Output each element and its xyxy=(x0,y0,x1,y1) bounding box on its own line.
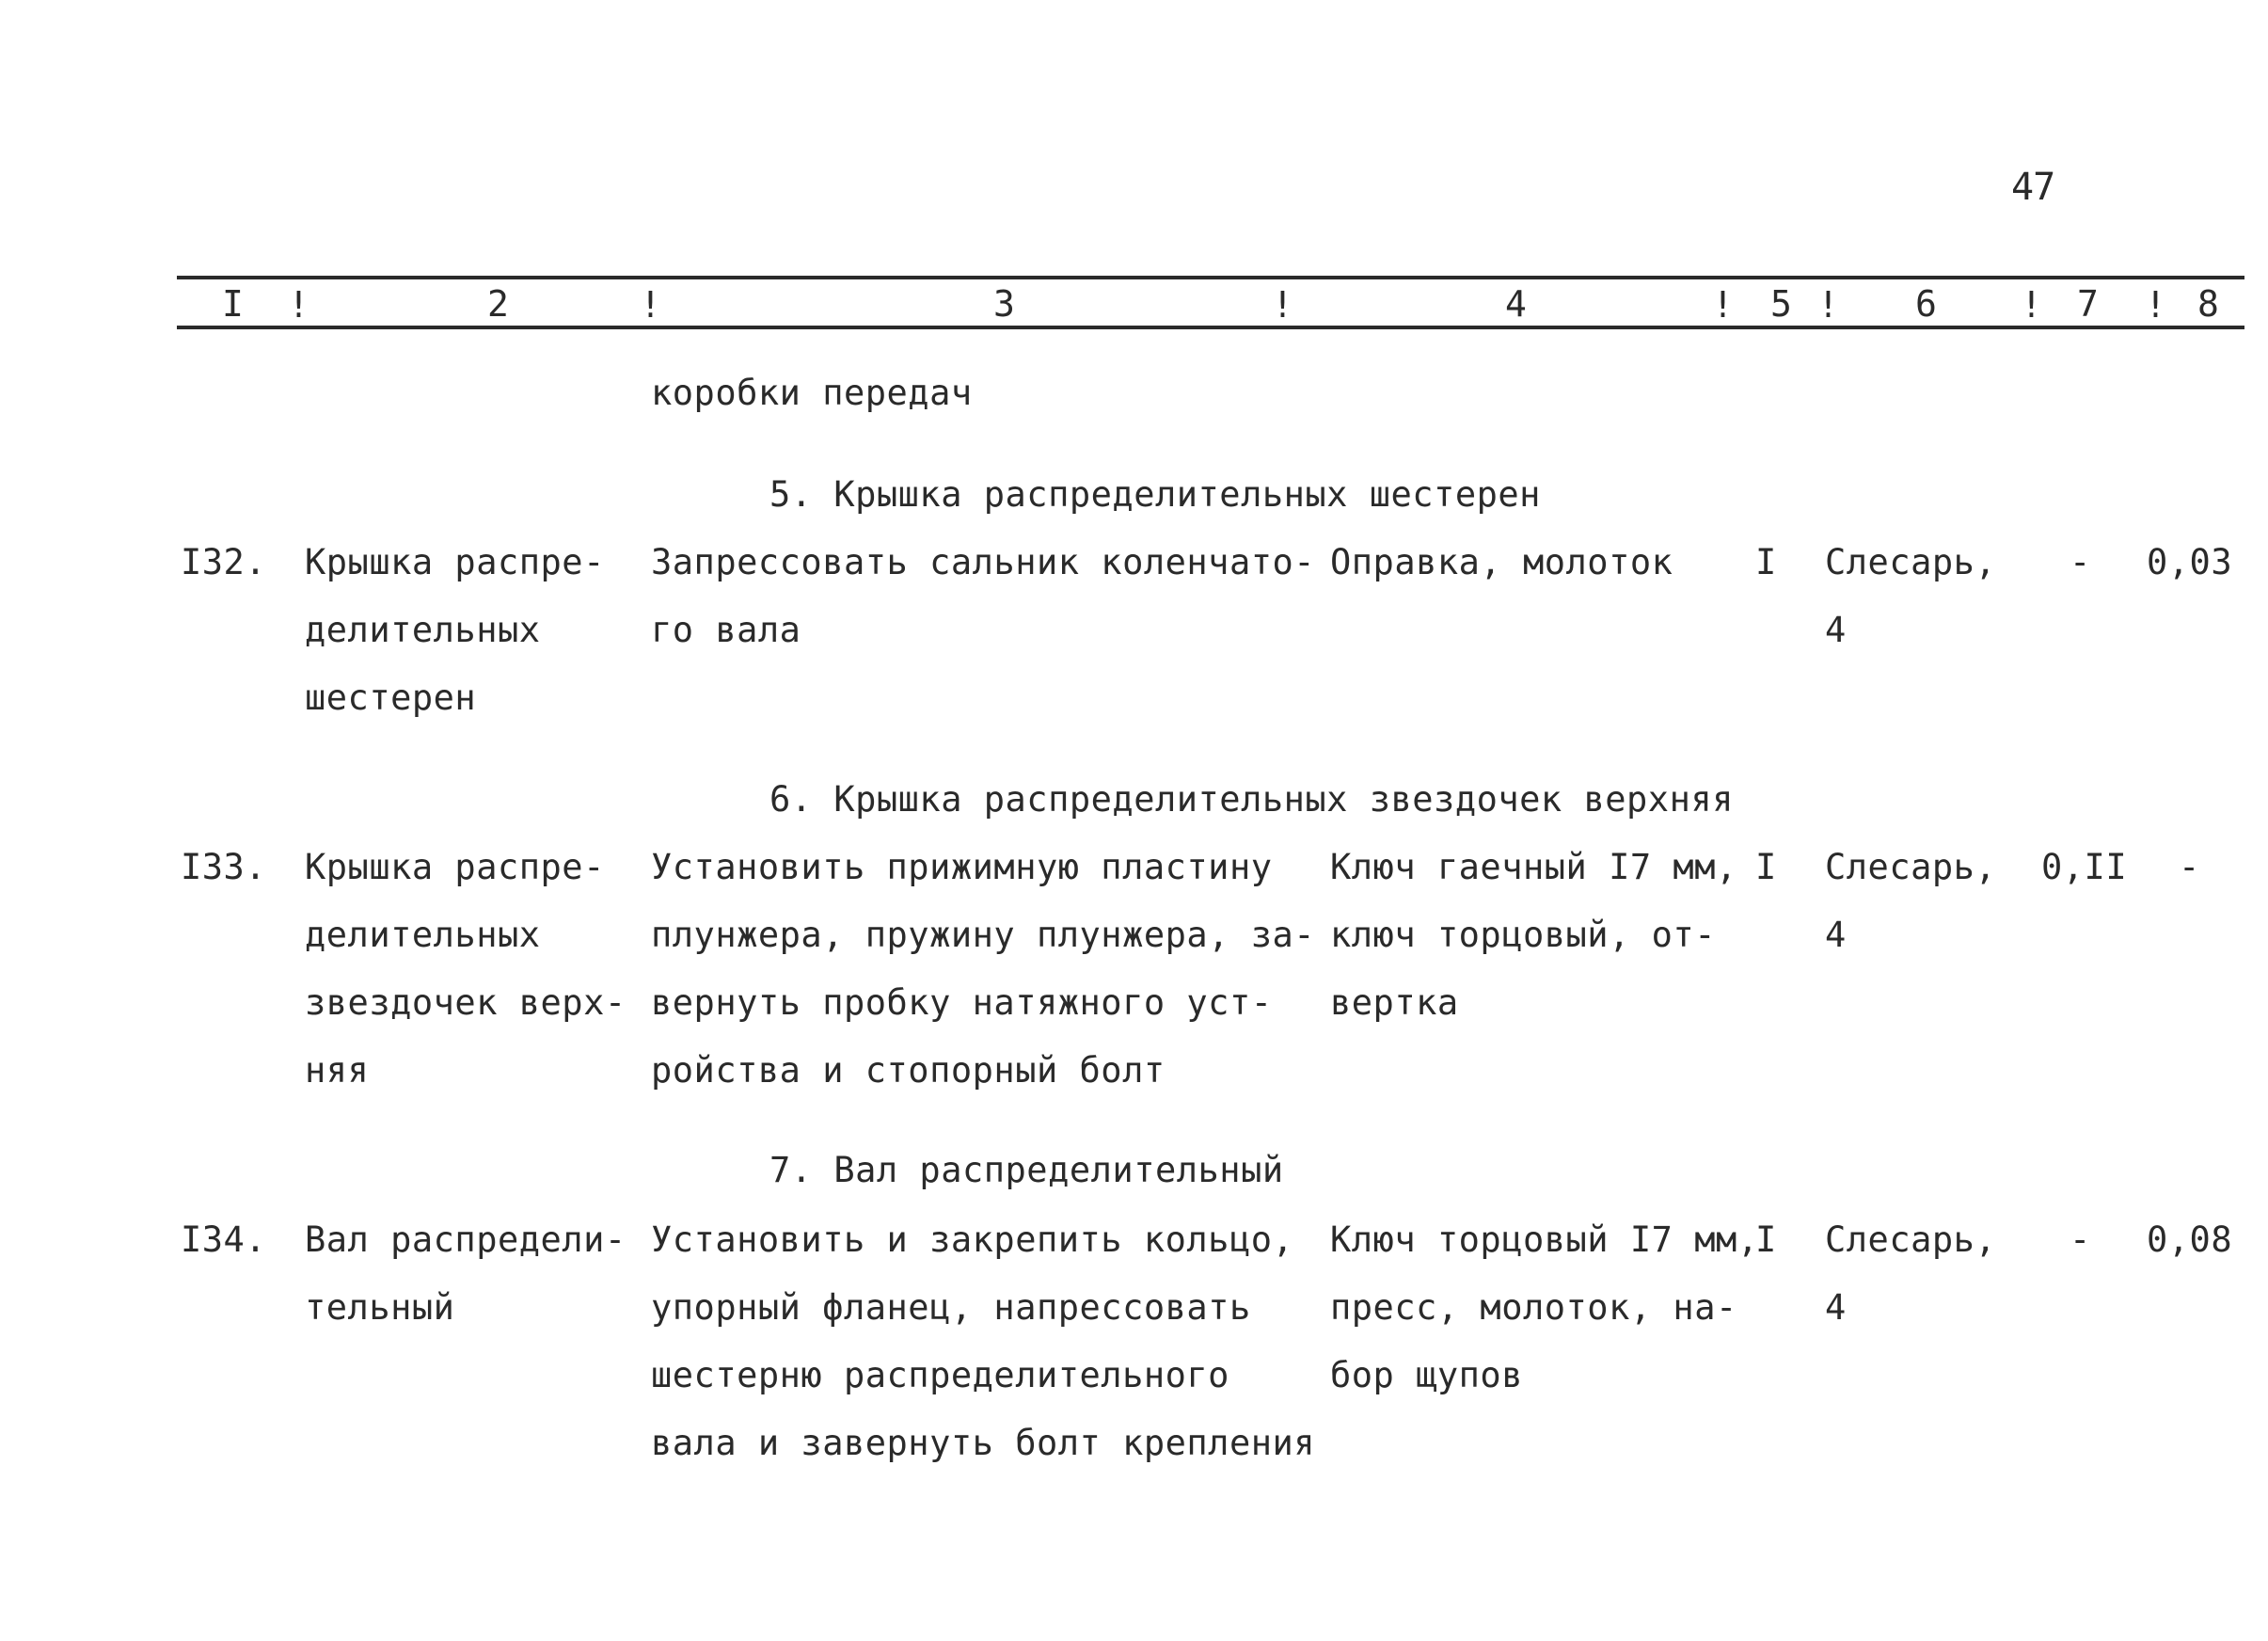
operation-line: Установить прижимную пластину xyxy=(651,847,1273,887)
header-rule-bottom xyxy=(177,326,2244,329)
section-heading: 7. Вал распределительный xyxy=(769,1150,1284,1190)
col7-value: - xyxy=(2070,1219,2091,1260)
worker-line: Слесарь, xyxy=(1825,847,1997,887)
section-heading: 5. Крышка распределительных шестерен xyxy=(769,474,1541,515)
operation-line: Установить и закрепить кольцо, xyxy=(651,1219,1294,1260)
col-header-8: 8 xyxy=(2197,283,2219,325)
col-header-2: 2 xyxy=(487,283,509,325)
part-name-line: шестерен xyxy=(305,677,477,718)
page-number: 47 xyxy=(2011,166,2055,209)
tools-line: бор щупов xyxy=(1330,1355,1523,1395)
worker-line: 4 xyxy=(1825,610,1847,650)
part-name-line: делительных xyxy=(305,915,541,955)
col-separator: ! xyxy=(1272,284,1293,326)
tools-line: Оправка, молоток xyxy=(1330,542,1673,582)
col-separator: ! xyxy=(2021,284,2042,326)
operation-line: ройства и стопорный болт xyxy=(651,1050,1166,1091)
col-header-6: 6 xyxy=(1915,283,1937,325)
col-separator: ! xyxy=(1712,284,1734,326)
operation-line: го вала xyxy=(651,610,801,650)
continuation-text: коробки передач xyxy=(651,373,973,413)
part-name-line: Вал распредели- xyxy=(305,1219,626,1260)
row-number: I33. xyxy=(181,847,267,887)
tools-line: Ключ гаечный I7 мм, xyxy=(1330,847,1737,887)
row-number: I34. xyxy=(181,1219,267,1260)
col-header-3: 3 xyxy=(993,283,1015,325)
tools-line: пресс, молоток, на- xyxy=(1330,1287,1737,1328)
part-name-line: делительных xyxy=(305,610,541,650)
worker-line: Слесарь, xyxy=(1825,1219,1997,1260)
tools-line: вертка xyxy=(1330,982,1459,1023)
part-name-line: Крышка распре- xyxy=(305,542,605,582)
operation-line: шестерню распределительного xyxy=(651,1355,1229,1395)
part-name-line: Крышка распре- xyxy=(305,847,605,887)
col-separator: ! xyxy=(288,284,309,326)
part-name-line: тельный xyxy=(305,1287,455,1328)
col5-value: I xyxy=(1755,542,1777,582)
part-name-line: няя xyxy=(305,1050,370,1091)
operation-line: вернуть пробку натяжного уст- xyxy=(651,982,1273,1023)
col8-value: 0,08 xyxy=(2147,1219,2233,1260)
operation-line: упорный фланец, напрессовать xyxy=(651,1287,1251,1328)
part-name-line: звездочек верх- xyxy=(305,982,626,1023)
worker-line: 4 xyxy=(1825,1287,1847,1328)
header-rule-top xyxy=(177,276,2244,279)
col8-value: 0,03 xyxy=(2147,542,2233,582)
col-header-4: 4 xyxy=(1505,283,1527,325)
operation-line: Запрессовать сальник коленчато- xyxy=(651,542,1316,582)
col-separator: ! xyxy=(2145,284,2166,326)
col-header-7: 7 xyxy=(2077,283,2099,325)
col-header-1: I xyxy=(222,283,244,325)
col7-value: 0,II xyxy=(2041,847,2128,887)
operation-line: вала и завернуть болт крепления xyxy=(651,1423,1316,1463)
col5-value: I xyxy=(1755,1219,1777,1260)
tools-line: Ключ торцовый I7 мм, xyxy=(1330,1219,1759,1260)
worker-line: Слесарь, xyxy=(1825,542,1997,582)
col-header-5: 5 xyxy=(1770,283,1792,325)
operation-line: плунжера, пружину плунжера, за- xyxy=(651,915,1316,955)
col5-value: I xyxy=(1755,847,1777,887)
col-separator: ! xyxy=(1817,284,1839,326)
section-heading: 6. Крышка распределительных звездочек верхняя xyxy=(769,779,1734,820)
tools-line: ключ торцовый, от- xyxy=(1330,915,1716,955)
row-number: I32. xyxy=(181,542,267,582)
worker-line: 4 xyxy=(1825,915,1847,955)
col7-value: - xyxy=(2070,542,2091,582)
col-separator: ! xyxy=(640,284,661,326)
col8-value: - xyxy=(2179,847,2200,887)
